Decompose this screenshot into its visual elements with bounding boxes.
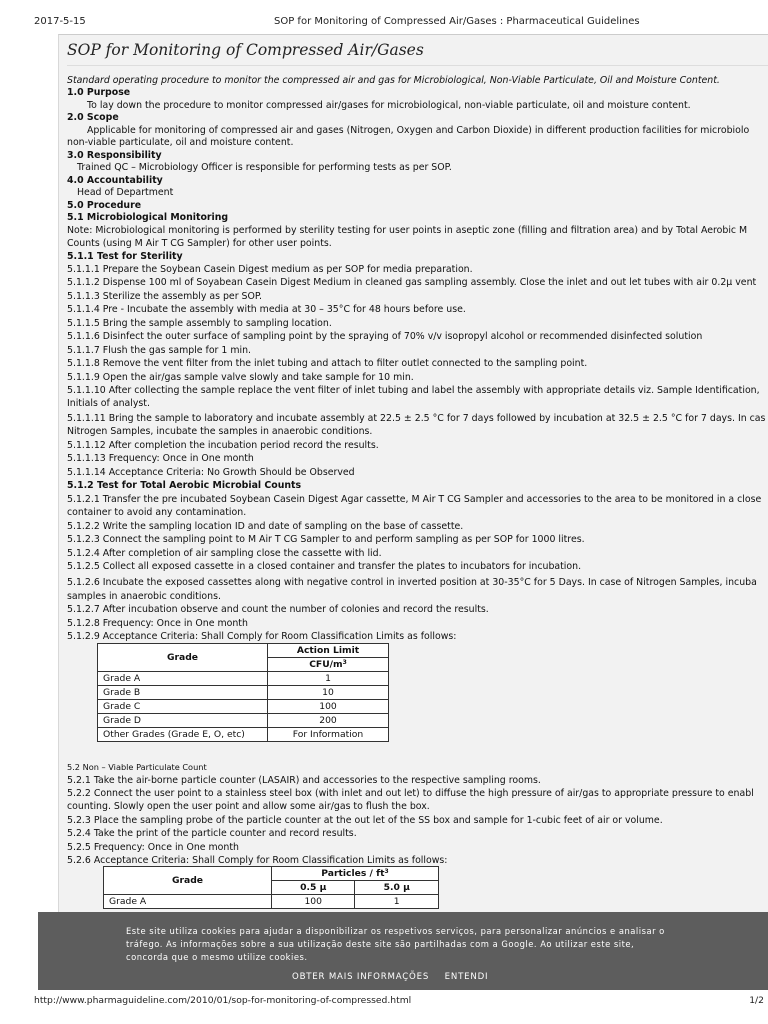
grade-cell: Grade A bbox=[98, 672, 268, 686]
document-line: 5.2.1 Take the air-borne particle counter (LASAIR) and accessories to the respective sampling rooms. bbox=[67, 775, 541, 786]
table-row bbox=[98, 700, 389, 714]
document-line: samples in anaerobic conditions. bbox=[67, 591, 221, 602]
document-line: 5.1.2 Test for Total Aerobic Microbial Counts bbox=[67, 480, 302, 491]
unit-sup: 3 bbox=[342, 659, 347, 666]
table-header-grade: Grade bbox=[104, 867, 272, 895]
document-line: Applicable for monitoring of compressed air and gases (Nitrogen, Oxygen and Carbon Dioxide) in different production facilities for microbiolo bbox=[87, 125, 750, 136]
document-line: 5.2.3 Place the sampling probe of the particle counter at the out let of the SS box and sample for 1-cubic feet of air or volume. bbox=[67, 815, 663, 826]
table-row bbox=[98, 686, 389, 700]
document-line: Nitrogen Samples, incubate the samples in anaerobic conditions. bbox=[67, 426, 373, 437]
document-line: 5.1.2.7 After incubation observe and count the number of colonies and record the results. bbox=[67, 604, 489, 615]
document-line: 5.2.4 Take the print of the particle counter and record results. bbox=[67, 828, 357, 839]
document-line: 5.1.2.8 Frequency: Once in One month bbox=[67, 618, 248, 629]
grade-cell: Grade A bbox=[104, 895, 272, 909]
table-row bbox=[98, 714, 389, 728]
table-row bbox=[98, 728, 389, 742]
document-line: Initials of analyst. bbox=[67, 398, 150, 409]
document-line: 5.2.2 Connect the user point to a stainless steel box (with inlet and out let) to diffuse the high pressure of air/gas to appropriate pressure to enabl bbox=[67, 788, 754, 799]
document-line: 5.0 Procedure bbox=[67, 200, 142, 211]
unit-text: CFU/m bbox=[309, 659, 343, 670]
document-line: 5.1.1.1 Prepare the Soybean Casein Digest medium as per SOP for media preparation. bbox=[67, 264, 473, 275]
document-line: 5.1.2.9 Acceptance Criteria: Shall Comply for Room Classification Limits as follows: bbox=[67, 631, 457, 642]
table-row bbox=[104, 895, 439, 909]
document-frame bbox=[58, 34, 768, 912]
cookie-more-info-link[interactable]: OBTER MAIS INFORMAÇÕES bbox=[292, 972, 430, 982]
document-line: 5.1 Microbiological Monitoring bbox=[67, 212, 229, 223]
table-header-0-5-micron: 0.5 μ bbox=[272, 881, 355, 895]
document-line: 5.1.1.6 Disinfect the outer surface of sampling point by the spraying of 70% v/v isopropyl alcohol or recommended disinfected solution bbox=[67, 331, 703, 342]
table-row bbox=[98, 672, 389, 686]
particle-count-cell: 1 bbox=[355, 895, 439, 909]
document-line: 5.1.2.2 Write the sampling location ID and date of sampling on the base of cassette. bbox=[67, 521, 464, 532]
page-url: http://www.pharmaguideline.com/2010/01/sop-for-monitoring-of-compressed.html bbox=[34, 995, 412, 1006]
document-body bbox=[59, 35, 768, 912]
document-line: 4.0 Accountability bbox=[67, 175, 163, 186]
document-line: 5.1.1.2 Dispense 100 ml of Soyabean Casein Digest Medium in cleaned gas sampling assembly. Close the inlet and out let tubes with air 0.2μ vent bbox=[67, 277, 757, 288]
document-line: Trained QC – Microbiology Officer is responsible for performing tests as per SOP. bbox=[77, 162, 452, 173]
document-line: 5.2.5 Frequency: Once in One month bbox=[67, 842, 239, 853]
particles-text: Particles / ft bbox=[321, 868, 385, 879]
document-line: 5.1.1.12 After completion the incubation period record the results. bbox=[67, 440, 379, 451]
document-line: 5.1.1.14 Acceptance Criteria: No Growth Should be Observed bbox=[67, 467, 355, 478]
document-line: Counts (using M Air T CG Sampler) for other user points. bbox=[67, 238, 332, 249]
page-number: 1/2 bbox=[749, 995, 764, 1006]
document-line: 5.1.2.1 Transfer the pre incubated Soybean Casein Digest Agar cassette, M Air T CG Sampler and accessories to the area to be monitored in a close bbox=[67, 494, 762, 505]
table-header-5-0-micron: 5.0 μ bbox=[355, 881, 439, 895]
document-line: 5.1.1.7 Flush the gas sample for 1 min. bbox=[67, 345, 251, 356]
document-line: Head of Department bbox=[77, 187, 174, 198]
document-line: 5.1.1.13 Frequency: Once in One month bbox=[67, 453, 254, 464]
document-line: 5.1.1.3 Sterilize the assembly as per SOP. bbox=[67, 291, 263, 302]
limit-cell: 10 bbox=[268, 686, 389, 700]
document-line: 2.0 Scope bbox=[67, 112, 119, 123]
document-line: 5.1.1.5 Bring the sample assembly to sampling location. bbox=[67, 318, 332, 329]
document-line: To lay down the procedure to monitor compressed air/gases for microbiological, non-viable particulate, oil and moisture content. bbox=[87, 100, 691, 111]
cookie-message: Este site utiliza cookies para ajudar a disponibilizar os respetivos serviços, para personalizar anúncios e analisar o tráfego. As informações sobre a sua utilização deste site são partilhadas com a Google. Ao utilizar este site, concorda que o mesmo utilize cookies. bbox=[126, 926, 665, 962]
table-header-particles bbox=[272, 867, 439, 881]
grade-cell: Grade C bbox=[98, 700, 268, 714]
table-header-action-limit: Action Limit bbox=[268, 644, 389, 658]
limit-cell: 1 bbox=[268, 672, 389, 686]
document-line: 5.2.6 Acceptance Criteria: Shall Comply for Room Classification Limits as follows: bbox=[67, 855, 448, 866]
grade-cell: Other Grades (Grade E, O, etc) bbox=[98, 728, 268, 742]
particle-limit-table bbox=[103, 866, 439, 909]
document-line: container to avoid any contamination. bbox=[67, 507, 247, 518]
action-limit-table bbox=[97, 643, 389, 742]
print-date: 2017-5-15 bbox=[34, 16, 86, 27]
particles-sup: 3 bbox=[384, 868, 389, 875]
document-line: 5.2 Non – Viable Particulate Count bbox=[67, 762, 207, 772]
document-line: Standard operating procedure to monitor the compressed air and gas for Microbiological, Non-Viable Particulate, Oil and Moisture Content. bbox=[67, 75, 720, 86]
document-title: SOP for Monitoring of Compressed Air/Gases bbox=[67, 41, 424, 59]
document-line: 5.1.1.8 Remove the vent filter from the inlet tubing and attach to filter outlet connected to the sampling point. bbox=[67, 358, 588, 369]
document-line: 5.1.2.3 Connect the sampling point to M Air T CG Sampler to and perform sampling as per SOP for 1000 litres. bbox=[67, 534, 585, 545]
cookie-actions bbox=[292, 972, 500, 982]
document-line: 5.1.1.11 Bring the sample to laboratory and incubate assembly at 22.5 ± 2.5 °C for 7 days followed by incubation at 32.5 ± 2.5 °C for 7 days. In cas bbox=[67, 413, 766, 424]
limit-cell: 200 bbox=[268, 714, 389, 728]
document-line: Note: Microbiological monitoring is performed by sterility testing for user points in aseptic zone (filling and filtration area) and by Total Aerobic M bbox=[67, 225, 748, 236]
cookie-consent-banner bbox=[38, 912, 768, 990]
limit-cell: 100 bbox=[268, 700, 389, 714]
document-line: counting. Slowly open the user point and allow some air/gas to flush the box. bbox=[67, 801, 430, 812]
document-line: 5.1.1.10 After collecting the sample replace the vent filter of inlet tubing and label the assembly with appropriate details viz. Sample Identification, bbox=[67, 385, 760, 396]
document-line: 3.0 Responsibility bbox=[67, 150, 162, 161]
document-line: 5.1.1.4 Pre - Incubate the assembly with media at 30 – 35°C for 48 hours before use. bbox=[67, 304, 466, 315]
document-line: non-viable particulate, oil and moisture content. bbox=[67, 137, 294, 148]
limit-cell: For Information bbox=[268, 728, 389, 742]
document-line: 5.1.1.9 Open the air/gas sample valve slowly and take sample for 10 min. bbox=[67, 372, 414, 383]
grade-cell: Grade B bbox=[98, 686, 268, 700]
table-header-unit bbox=[268, 658, 389, 672]
document-line: 5.1.2.5 Collect all exposed cassette in a closed container and transfer the plates to incubators for incubation. bbox=[67, 561, 582, 572]
cookie-accept-button[interactable]: ENTENDI bbox=[444, 972, 489, 982]
grade-cell: Grade D bbox=[98, 714, 268, 728]
document-line: 1.0 Purpose bbox=[67, 87, 131, 98]
print-page-title: SOP for Monitoring of Compressed Air/Gases : Pharmaceutical Guidelines bbox=[274, 16, 640, 27]
title-divider bbox=[67, 65, 768, 66]
table-header-grade: Grade bbox=[98, 644, 268, 672]
document-line: 5.1.2.4 After completion of air sampling close the cassette with lid. bbox=[67, 548, 382, 559]
particle-count-cell: 100 bbox=[272, 895, 355, 909]
document-line: 5.1.1 Test for Sterility bbox=[67, 251, 183, 262]
document-line: 5.1.2.6 Incubate the exposed cassettes along with negative control in inverted position at 30-35°C for 5 Days. In case of Nitrogen Samples, incuba bbox=[67, 577, 757, 588]
